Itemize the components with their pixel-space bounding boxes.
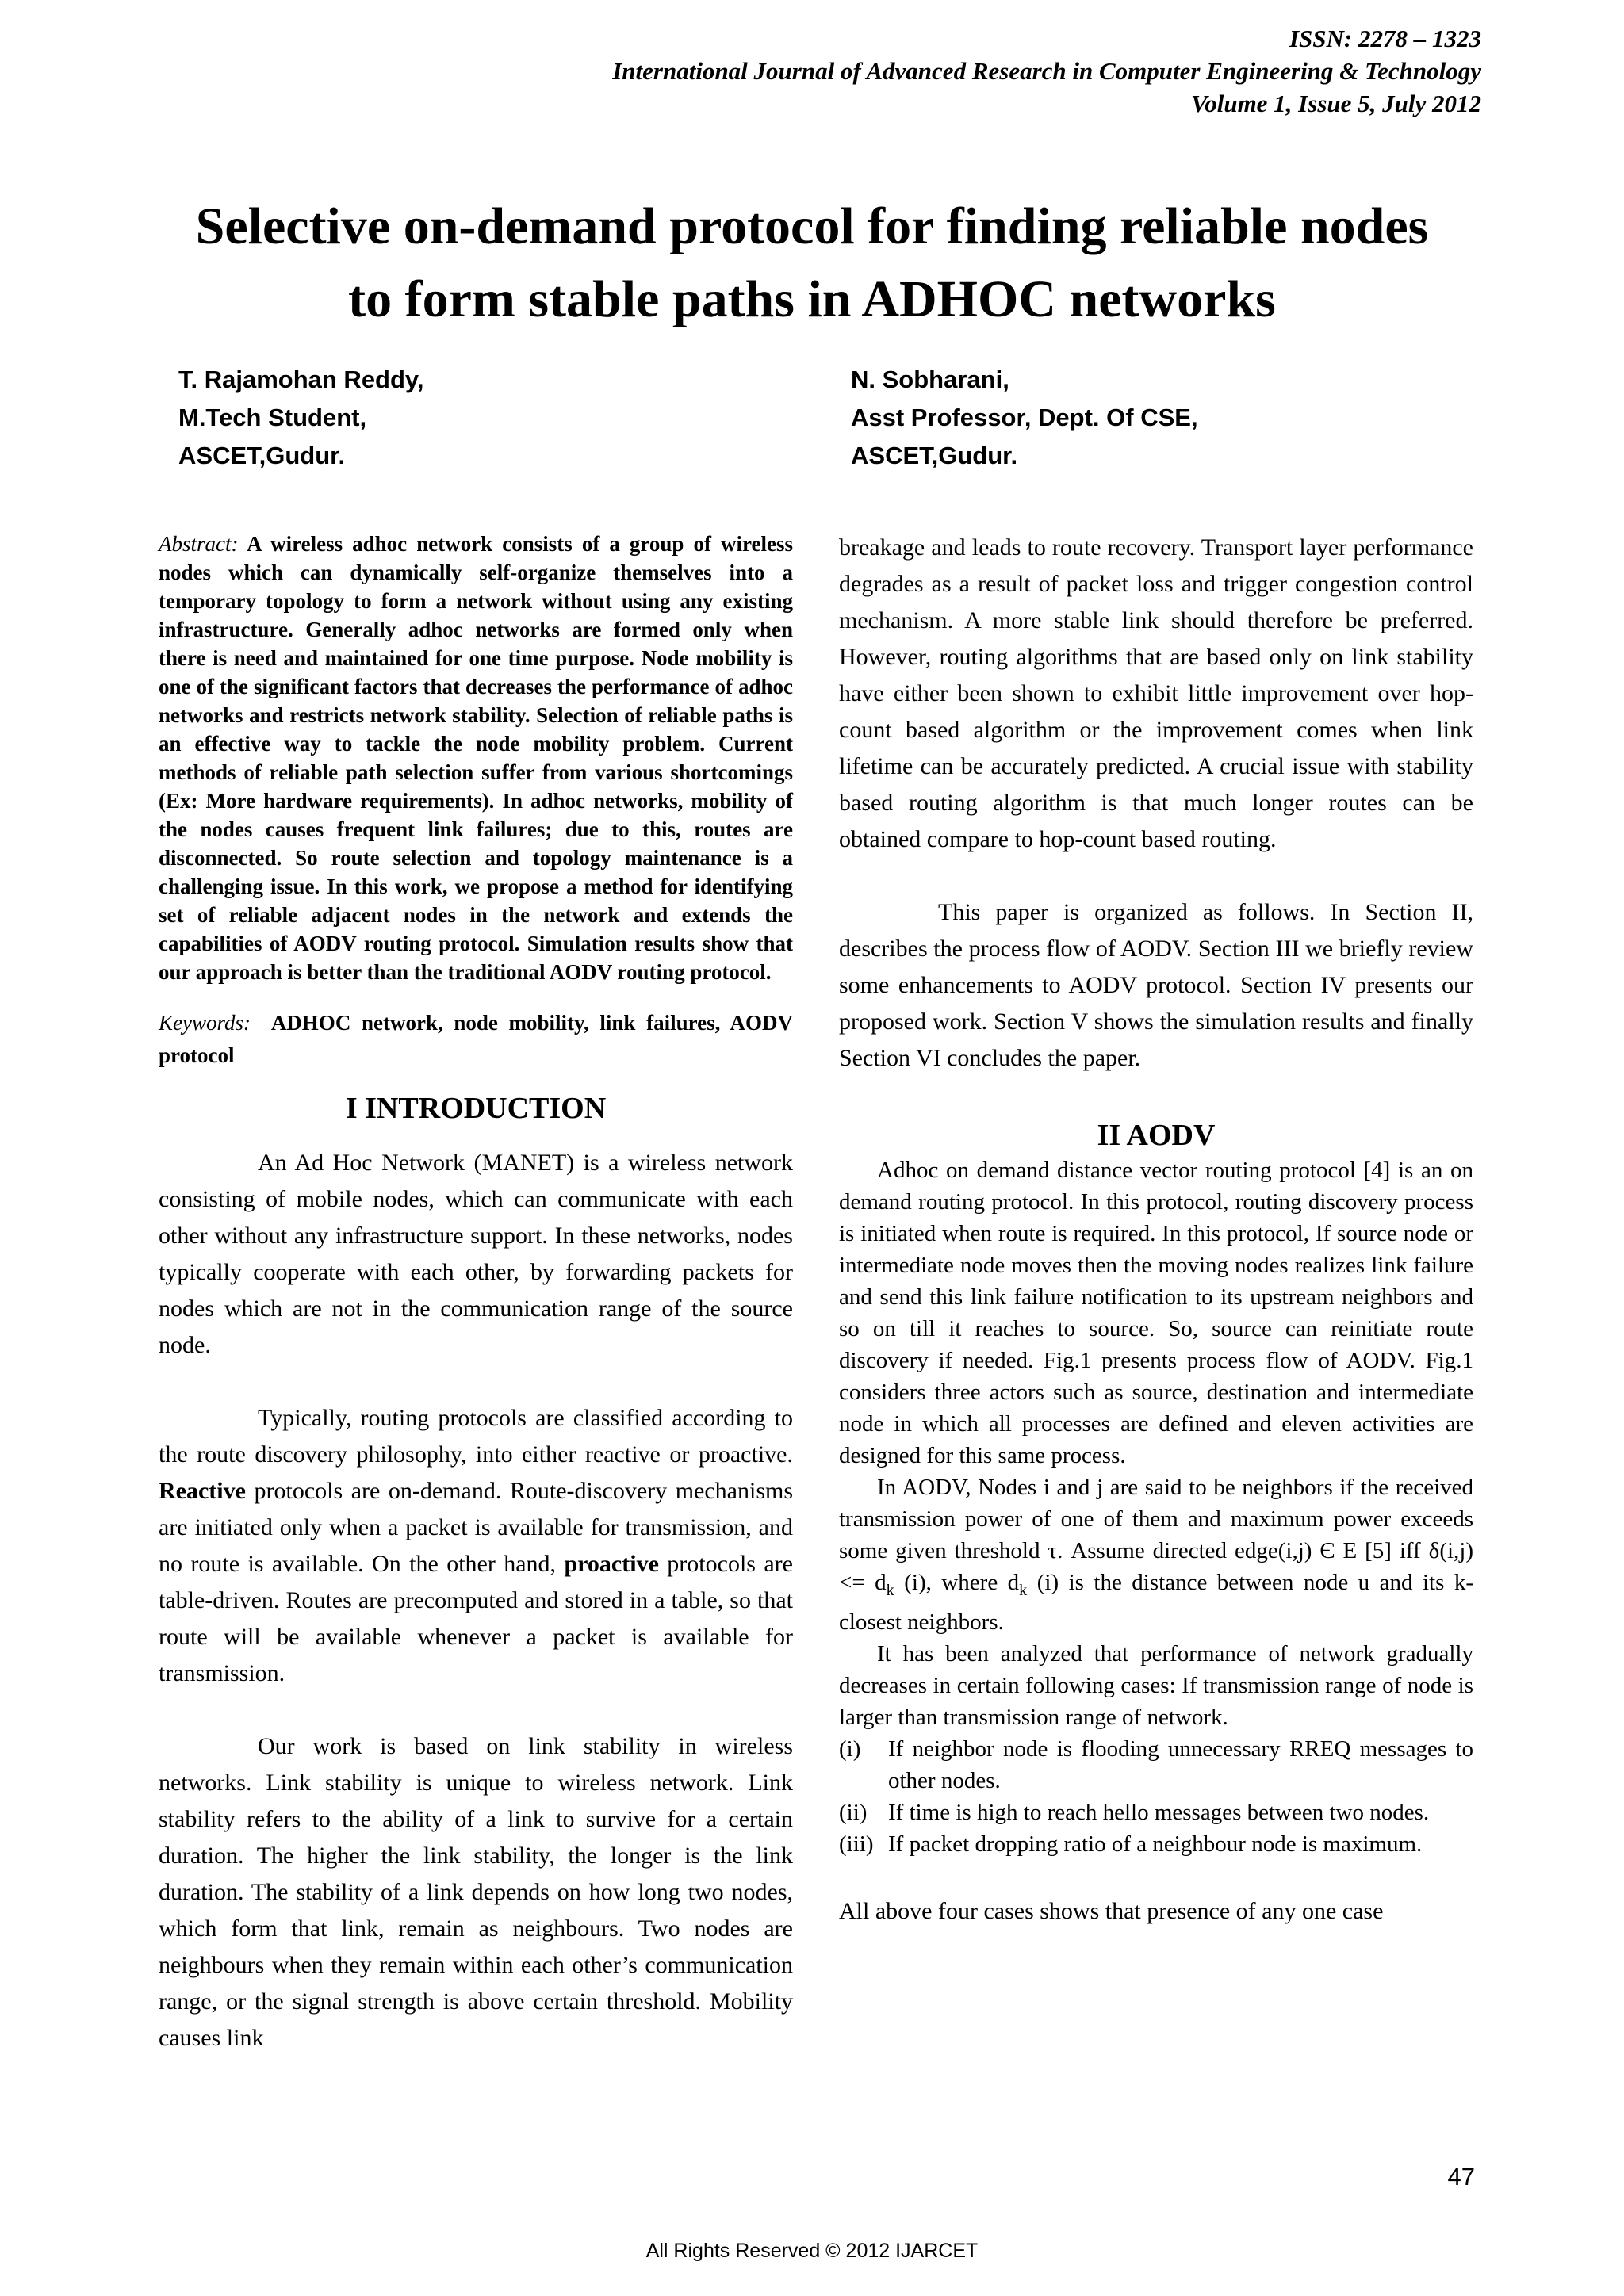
page-number: 47 [1447, 2163, 1475, 2191]
list-item [839, 1828, 1473, 1860]
subscript-k-2: k [1019, 1581, 1028, 1599]
aodv-p2-part-b: (i), where d [894, 1570, 1020, 1595]
title-line-1: Selective on-demand protocol for finding reliable nodes [195, 197, 1429, 255]
abstract [159, 530, 793, 986]
organization-paragraph: This paper is organized as follows. In Section II, describes the process flow of AODV. Section III we briefly review some enhancements to AODV protocol. Section IV presents our proposed work. Section V shows the simulation results and finally Section VI concludes the paper. [839, 899, 1473, 1071]
intro-paragraph-3: Our work is based on link stability in wireless networks. Link stability is unique to wireless network. Link stability refers to the ability of a link to survive for a certain duration. The higher the link stability, the longer is the link duration. The stability of a link depends on how long two nodes, which form that link, remain as neighbours. Two nodes are neighbours when they remain within each other’s communication range, or the signal strength is above certain threshold. Mobility causes link [159, 1733, 793, 2051]
list-item [839, 1733, 1473, 1797]
intro-paragraph-1: An Ad Hoc Network (MANET) is a wireless network consisting of mobile nodes, which can communicate with each other without any infrastructure support. In these networks, nodes typically cooperate with each other, by forwarding packets for nodes which are not in the communication range of the source node. [159, 1150, 793, 1358]
issn: ISSN: 2278 – 1323 [1289, 25, 1481, 52]
abstract-label: Abstract: [159, 532, 239, 556]
journal-volume: Volume 1, Issue 5, July 2012 [1190, 90, 1481, 117]
keywords [159, 1007, 793, 1072]
keywords-text: ADHOC network, node mobility, link failures, AODV protocol [159, 1011, 793, 1067]
aodv-heading: II AODV [1097, 1119, 1216, 1152]
footer-copyright: All Rights Reserved © 2012 IJARCET [645, 2240, 979, 2262]
aodv-p2-part-a: In AODV, Nodes i and j are said to be neighbors if the received transmission power of one of them and maximum power exceeds some given threshold τ. Assume directed edge(i,j) Є E [5] iff δ(i,j) <= d [839, 1475, 1473, 1595]
author-2 [851, 361, 1198, 475]
left-column [159, 530, 793, 2057]
aodv-paragraph-1: Adhoc on demand distance vector routing protocol [4] is an on demand routing protocol. In this protocol, routing discovery process is initiated when route is required. In this protocol, If source node or intermediate node moves then the moving nodes realizes link failure and send this link failure notification to its upstream neighbors and so on till it reaches to source. So, source can reinitiate route discovery if needed. Fig.1 presents process flow of AODV. Fig.1 considers three actors such as source, destination and intermediate node in which all processes are defined and eleven activities are designed for this same process. [839, 1158, 1473, 1468]
journal-name: International Journal of Advanced Research in Computer Engineering & Technology [612, 57, 1481, 85]
aodv-p2-part-c: (i) is the distance between node u and its k-closest neighbors. [839, 1570, 1473, 1635]
subscript-k-1: k [886, 1581, 894, 1599]
list-item [839, 1797, 1473, 1828]
keywords-label: Keywords: [159, 1011, 251, 1035]
right-column [839, 530, 1473, 1930]
author-1-name: T. Rajamohan Reddy, [178, 365, 424, 393]
aodv-last-line: All above four cases shows that presence of any one case [839, 1897, 1384, 1924]
list-number: (iii) [839, 1831, 874, 1857]
term-proactive: proactive [564, 1551, 659, 1577]
aodv-paragraph-3: It has been analyzed that performance of network gradually decreases in certain following cases: If transmission range of node is larger than transmission range of network. [839, 1640, 1473, 1730]
list-text: If time is high to reach hello messages between two nodes. [888, 1799, 1430, 1825]
list-text: If packet dropping ratio of a neighbour node is maximum. [888, 1831, 1423, 1857]
intro-p2-part-c: protocols are on-demand. Route-discovery mechanisms are initiated only when a packet is available for transmission, and no route is available. On the other hand, [159, 1478, 793, 1577]
paper-title [95, 190, 1529, 336]
author-1 [178, 361, 424, 475]
journal-header [612, 22, 1481, 120]
term-reactive: Reactive [159, 1478, 246, 1504]
list-number: (ii) [839, 1799, 868, 1825]
list-number: (i) [839, 1735, 861, 1762]
author-2-affiliation: ASCET,Gudur. [851, 442, 1018, 469]
abstract-text: A wireless adhoc network consists of a group of wireless nodes which can dynamically self-organize themselves into a temporary topology to form a network without using any existing infrastructure. Generally adhoc networks are formed only when there is need and maintained for one time purpose. Node mobility is one of the significant factors that decreases the performance of adhoc networks and restricts network stability. Selection of reliable paths is an effective way to tackle the node mobility problem. Current methods of reliable path selection suffer from various shortcomings (Ex: More hardware requirements). In adhoc networks, mobility of the nodes causes frequent link failures; due to this, routes are disconnected. So route selection and topology maintenance is a challenging issue. In this work, we propose a method for identifying set of reliable adjacent nodes in the network and extends the capabilities of AODV routing protocol. Simulation results show that our approach is better than the traditional AODV routing protocol. [159, 532, 793, 984]
intro-heading: I INTRODUCTION [345, 1092, 607, 1125]
author-1-affiliation: ASCET,Gudur. [178, 442, 346, 469]
intro-p2-part-d: protocols are table-driven. Routes are precomputed and stored in a table, so that route will be available whenever a packet is available for transmission. [159, 1551, 793, 1686]
aodv-paragraph-2 [839, 1471, 1473, 1638]
cases-list [839, 1733, 1473, 1860]
author-2-role: Asst Professor, Dept. Of CSE, [851, 404, 1198, 431]
intro-continuation: breakage and leads to route recovery. Transport layer performance degrades as a result of packet loss and trigger congestion control mechanism. A more stable link should therefore be preferred. However, routing algorithms that are based only on link stability have either been shown to exhibit little improvement over hop-count based algorithm or the improvement comes when link lifetime can be accurately predicted. A crucial issue with stability based routing algorithm is that much longer routes can be obtained compare to hop-count based routing. [839, 534, 1473, 852]
author-1-role: M.Tech Student, [178, 404, 367, 431]
author-2-name: N. Sobharani, [851, 365, 1009, 393]
intro-p2-part-a: Typically, routing protocols are classified according to the route discovery philosophy, into either reactive or proactive. [159, 1405, 793, 1468]
title-line-2: to form stable paths in ADHOC networks [348, 270, 1276, 328]
intro-paragraph-2 [159, 1400, 793, 1692]
list-text: If neighbor node is flooding unnecessary RREQ messages to other nodes. [888, 1735, 1473, 1793]
